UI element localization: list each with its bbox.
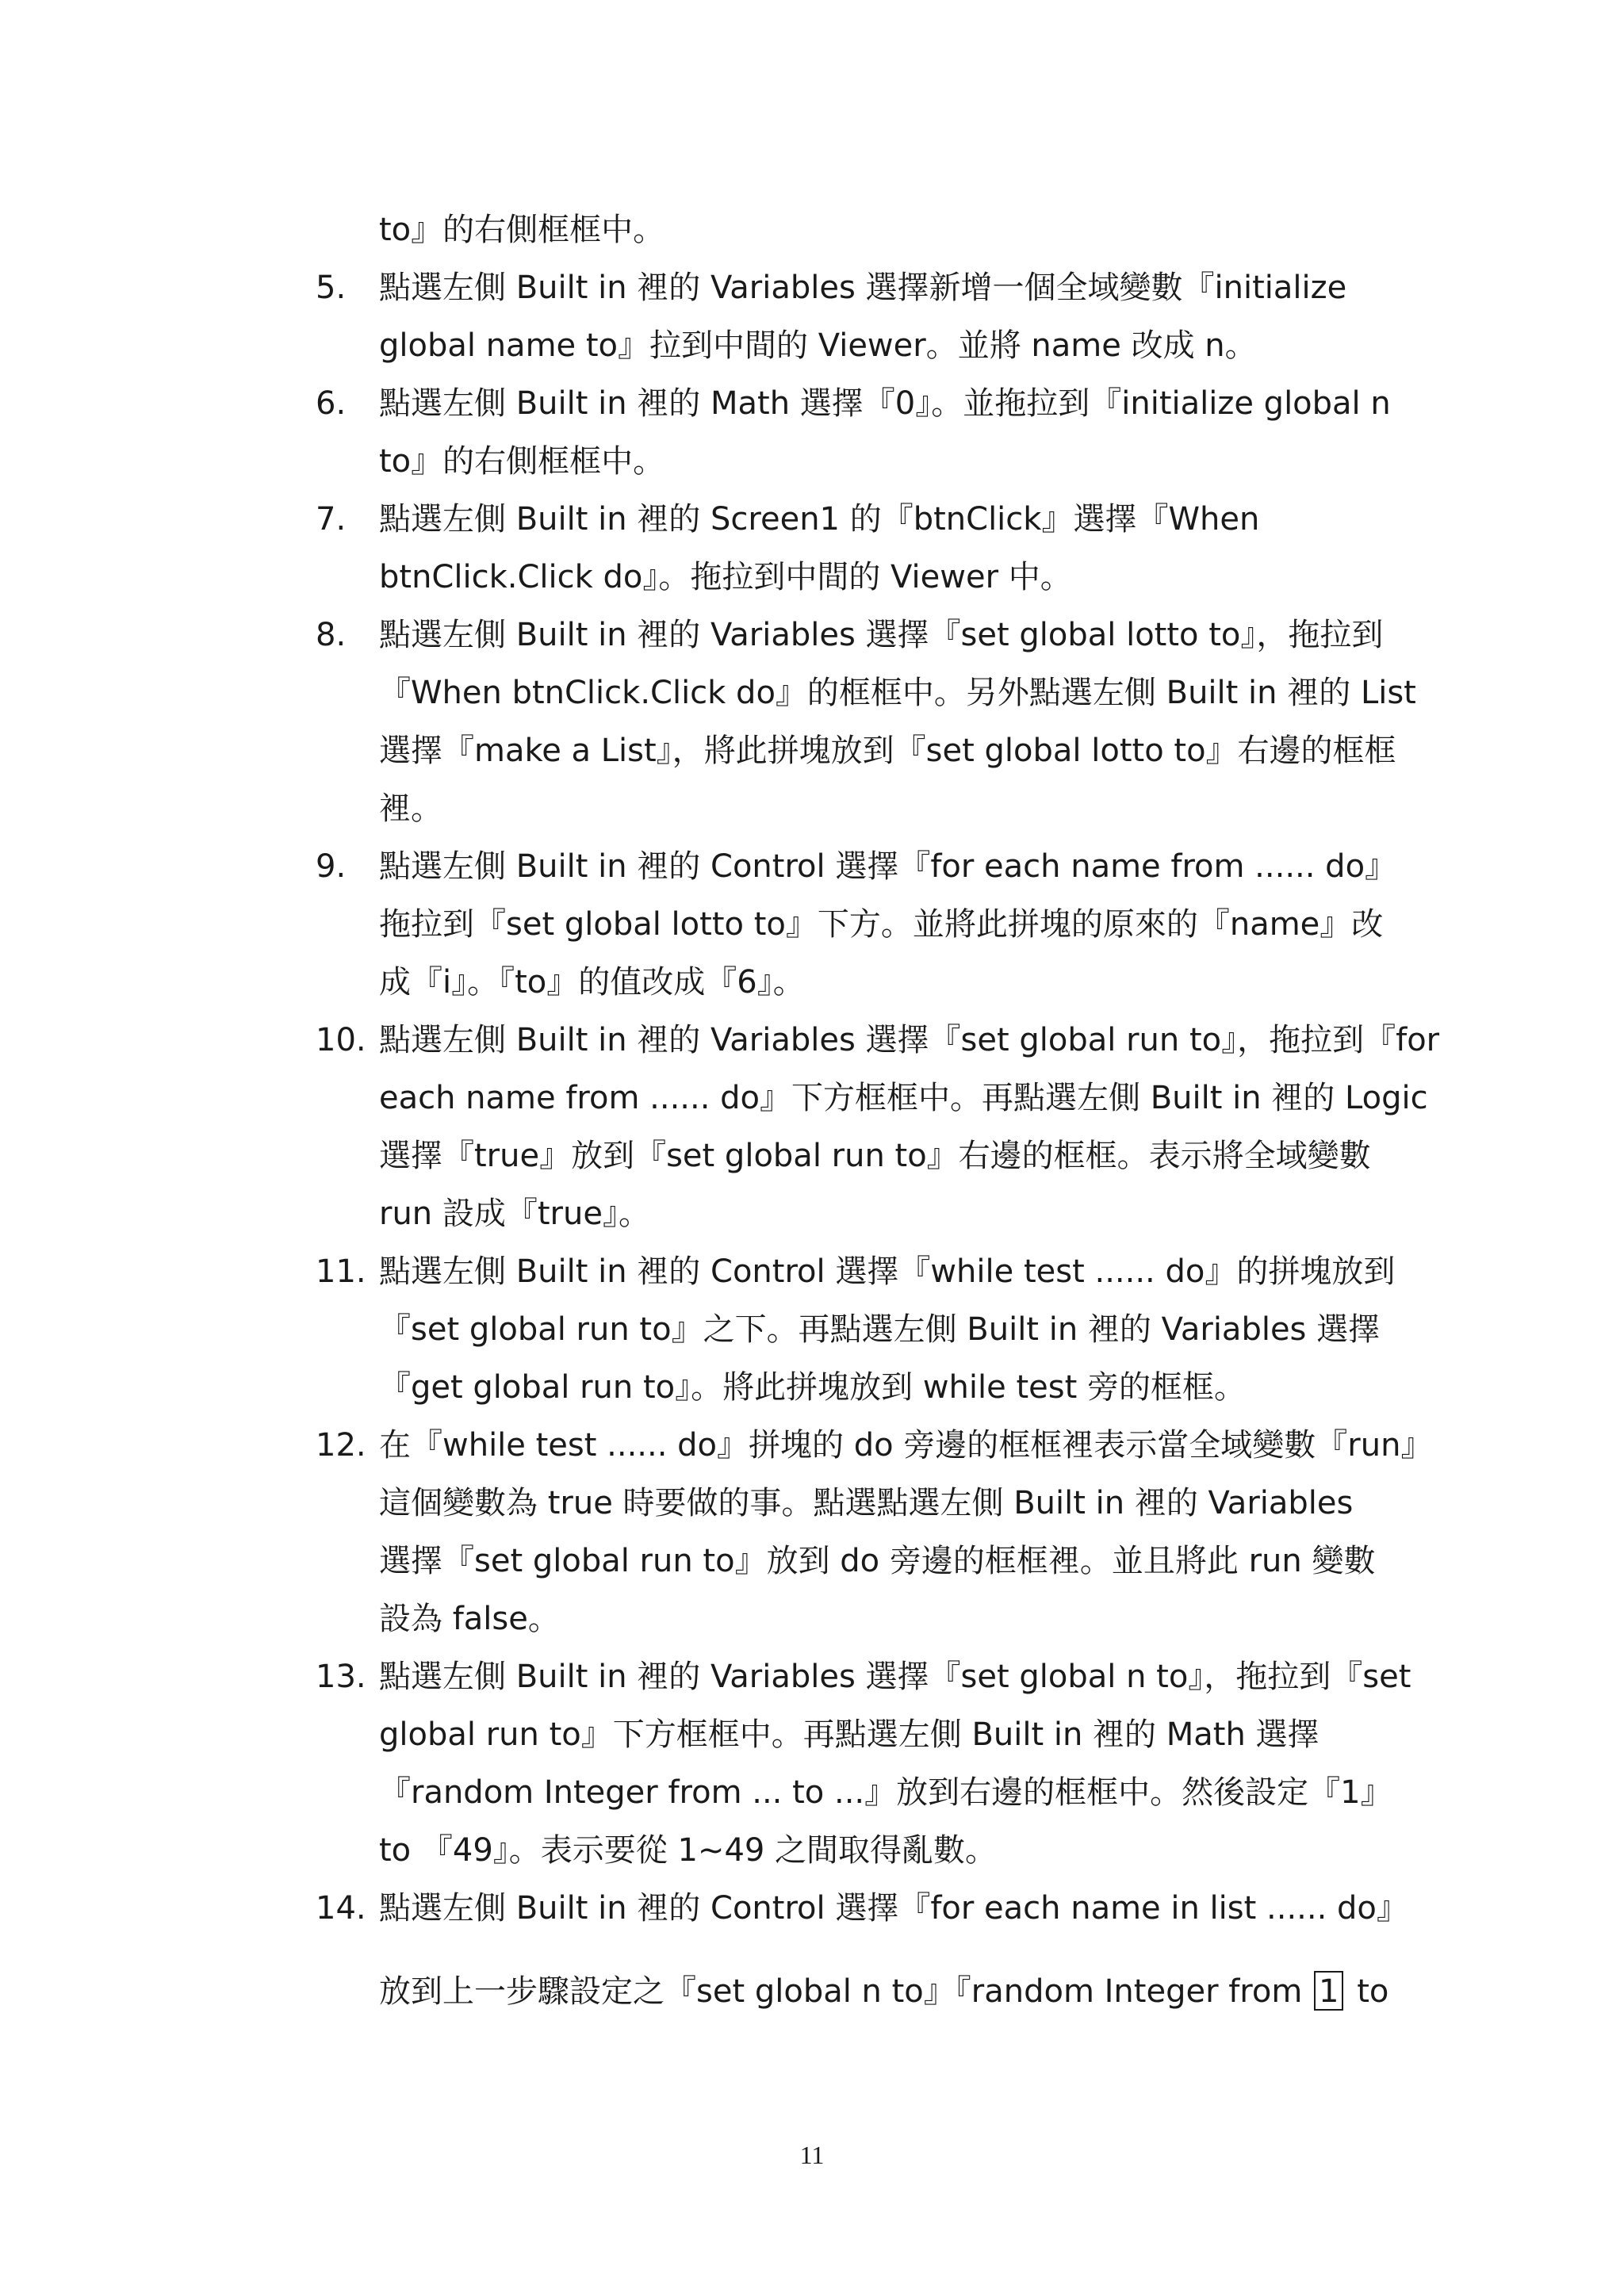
text-line: 點選左側 Built in 裡的 Variables 選擇『set global n to』，拖拉到『set (379, 1659, 1411, 1695)
text-line: 拖拉到『set global lotto to』下方。並將此拼塊的原來的『name』改 (379, 906, 1384, 943)
text-line: 『When btnClick.Click do』的框框中。另外點選左側 Built in 裡的 List (379, 675, 1416, 711)
list-number: 11. (316, 1253, 366, 1290)
text-line: 選擇『true』放到『set global run to』右邊的框框。表示將全域變數 (379, 1138, 1371, 1174)
text-line: 點選左側 Built in 裡的 Variables 選擇『set global lotto to』，拖拉到 (379, 617, 1384, 653)
text-line: 在『while test ...... do』拼塊的 do 旁邊的框框裡表示當全域變數『run』 (379, 1427, 1433, 1464)
text-line: run 設成『true』。 (379, 1196, 650, 1232)
text-line: 點選左側 Built in 裡的 Control 選擇『for each name in list ...... do』 (379, 1890, 1408, 1927)
list-number: 14. (316, 1890, 366, 1927)
list-number: 9. (316, 848, 347, 885)
text-line: global run to』下方框框中。再點選左側 Built in 裡的 Math 選擇 (379, 1716, 1320, 1753)
text-line: 裡。 (379, 790, 442, 827)
text-line-last (379, 1971, 1388, 2011)
boxed-value: 1 (1314, 1971, 1343, 2011)
text-line: btnClick.Click do』。拖拉到中間的 Viewer 中。 (379, 559, 1072, 595)
list-number: 8. (316, 617, 347, 653)
list-number: 10. (316, 1022, 366, 1058)
text-line: 選擇『set global run to』放到 do 旁邊的框框裡。並且將此 run 變數 (379, 1543, 1376, 1579)
text-line: 『get global run to』。將此拼塊放到 while test 旁的框框。 (379, 1369, 1246, 1406)
list-number: 7. (316, 501, 347, 538)
text-line: to』的右側框框中。 (379, 212, 665, 248)
text-line: each name from ...... do』下方框框中。再點選左側 Built in 裡的 Logic (379, 1080, 1428, 1116)
page-number: 11 (799, 2141, 825, 2169)
text-line: 點選左側 Built in 裡的 Screen1 的『btnClick』選擇『When (379, 501, 1260, 538)
list-number: 6. (316, 385, 347, 422)
text-line: 『random Integer from ... to ...』放到右邊的框框中。然後設定『1』 (379, 1774, 1392, 1811)
list-number: 13. (316, 1659, 366, 1695)
text-segment: to (1346, 1973, 1389, 2010)
text-line: 成『i』。『to』的值改成『6』。 (379, 964, 805, 1001)
text-line: global name to』拉到中間的 Viewer。並將 name 改成 n。 (379, 327, 1257, 364)
text-line: to』的右側框框中。 (379, 443, 665, 480)
text-line: 選擇『make a List』，將此拼塊放到『set global lotto to』右邊的框框 (379, 733, 1396, 769)
text-line: 點選左側 Built in 裡的 Variables 選擇『set global run to』，拖拉到『for (379, 1022, 1440, 1058)
text-line: 這個變數為 true 時要做的事。點選點選左側 Built in 裡的 Variables (379, 1485, 1354, 1521)
text-line: 點選左側 Built in 裡的 Variables 選擇新增一個全域變數『initialize (379, 270, 1347, 306)
text-line: 設為 false。 (379, 1601, 560, 1637)
text-segment: 放到上一步驟設定之『set global n to』『random Integer from (379, 1973, 1313, 2010)
list-number: 5. (316, 270, 347, 306)
text-line: 點選左側 Built in 裡的 Control 選擇『for each name from ...... do』 (379, 848, 1397, 885)
text-line: 點選左側 Built in 裡的 Math 選擇『0』。並拖拉到『initialize global n (379, 385, 1391, 422)
text-line: 『set global run to』之下。再點選左側 Built in 裡的 Variables 選擇 (379, 1311, 1381, 1348)
text-line: to 『49』。表示要從 1~49 之間取得亂數。 (379, 1832, 998, 1869)
text-line: 點選左側 Built in 裡的 Control 選擇『while test ...... do』的拼塊放到 (379, 1253, 1396, 1290)
list-number: 12. (316, 1427, 366, 1464)
